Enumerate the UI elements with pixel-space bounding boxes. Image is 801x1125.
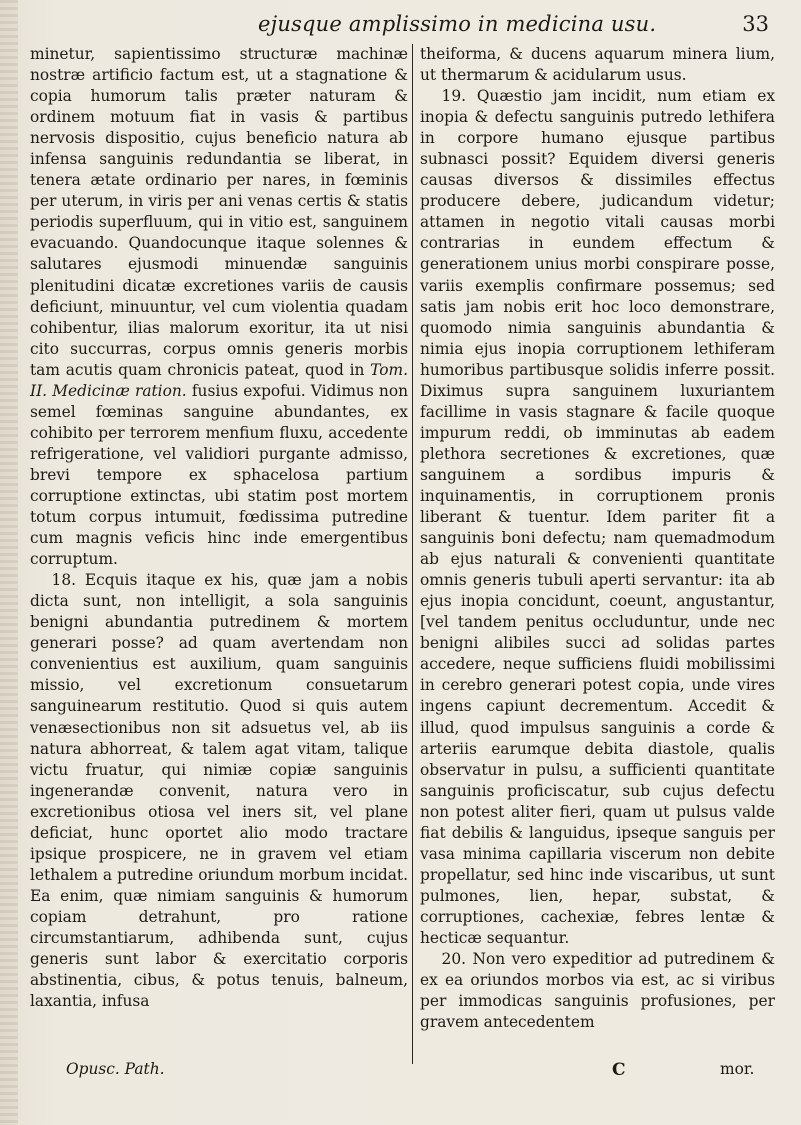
page-footer xyxy=(0,1060,801,1090)
right-column xyxy=(420,44,775,1033)
citation: Tom. II. Medicinæ ration. xyxy=(30,360,408,400)
running-title: ejusque amplissimo in medicina usu. xyxy=(258,12,657,36)
catchword: mor. xyxy=(720,1060,755,1078)
signature-line: Opusc. Path. xyxy=(66,1060,165,1078)
column-divider xyxy=(412,44,413,1064)
page-number: 33 xyxy=(742,12,769,36)
paragraph-continued xyxy=(30,44,408,570)
running-head xyxy=(0,12,801,42)
paragraph-continued: theiforma, & ducens aquarum minera lium, ut thermarum & acidularum usus. xyxy=(420,45,775,85)
left-column xyxy=(30,44,408,1012)
text-run: minetur, sapientissimo structuræ machinæ nostræ artificio factum est, ut a stagnatione & copia humorum talis præter naturam & ordinem motuum fiat in vasis & partibus nervosis dispositio, cujus beneficio natura ab infensa sanguinis redundantia se liberat, in tenera ætate ordinario per nares, in fœminis per uterum, in viris per ani venas certis & statis periodis superfluum, qui in vitio est, sanguinem evacuando. Quandocunque itaque solennes & salutares ejusmodi minuendæ sanguinis plenitudini dicatæ excretiones variis de causis deficiunt, minuuntur, vel cum violentia quadam cohibentur, ilias malorum exoritur, ita ut nisi cito succurras, corpus omnis generis morbis tam acutis quam chronicis pateat, quod in xyxy=(30,45,408,379)
text-run: fusius expofui. Vidimus non semel fœminas sanguine abundantes, ex cohibito per terrorem menfium fluxu, accedente refrigeratione, vel validiori purgante admisso, brevi tempore ex sphacelosa partium corruptione extinctas, ubi statim post mortem totum corpus intumuit, fœdissima putredine cum magnis veficis hinc inde emergentibus corruptum. xyxy=(30,381,408,569)
paragraph-19: 19. Quæstio jam incidit, num etiam ex inopia & defectu sanguinis putredo lethifera in corpore humano ejusque partibus subnasci possit? Equidem diversi generis causas diversos & dissimiles effectus producere debere, judicandum videtur; attamen in negotio vitali causas morbi contrarias in eundem effectum & generationem unius morbi conspirare posse, variis exemplis confirmare possemus; sed satis jam nobis erit hoc loco demonstrare, quomodo nimia sanguinis abundantia & nimia ejus inopia corruptionem lethiferam humoribus partibusque solidis inferre possit. Diximus supra sanguinem luxuriantem facillime in vasis stagnare & facile quoque impurum reddi, ob imminutas ab eadem plethora secretiones & excretiones, quæ sanguinem a sordibus impuris & inquinamentis, in corruptionem pronis liberant & tuentur. Idem pariter fit a sanguinis boni defectu; nam quemadmodum ab ejus naturali & convenienti quantitate omnis generis tubuli aperti servantur: ita ab ejus inopia concidunt, coeunt, angustantur, [vel tandem penitus occluduntur, unde nec benigni alibiles succi ad solidas partes accedere, neque sufficiens fluidi mobilissimi in cerebro generari potest copia, unde vires ingens capiunt decrementum. Accedit & illud, quod impulsus sanguinis a corde & arteriis earumque debita diastole, qualis observatur in pulsu, a sufficienti quantitate sanguinis proficiscatur, sub cujus defectu non potest aliter fieri, quam ut pulsus valde fiat debilis & languidus, ipseque sanguis per vasa minima capillaria viscerum non debite propellatur, sed hinc inde viscaribus, ut sunt pulmones, lien, hepar, substat, & corruptiones, cachexiæ, febres lentæ & hecticæ sequantur. xyxy=(420,87,775,947)
sheet-mark: C xyxy=(612,1060,626,1080)
binding-gutter xyxy=(0,0,18,1125)
paragraph-20: 20. Non vero expeditior ad putredinem & ex ea oriundos morbos via est, ac si viribus per immodicas sanguinis profusiones, per gravem antecedentem xyxy=(420,950,775,1032)
paragraph-18: 18. Ecquis itaque ex his, quæ jam a nobis dicta sunt, non intelligit, a sola sanguinis benigni abundantia putredinem & mortem generari posse? ad quam avertendam non convenientius est auxilium, quam sanguinis missio, vel excretionum consuetarum sanguinearum restitutio. Quod si quis autem venæsectionibus non sit adsuetus vel, ab iis natura abhorreat, & talem agat vitam, talique victu fruatur, qui nimiæ copiæ sanguinis ingenerandæ convenit, natura vero in excretionibus otiosa vel iners sit, vel plane deficiat, hunc oportet alio modo tractare ipsique prospicere, ne in gravem vel etiam lethalem a putredine oriundum morbum incidat. Ea enim, quæ nimiam sanguinis & humorum copiam detrahunt, pro ratione circumstantiarum, adhibenda sunt, cujus generis sunt labor & exercitatio corporis abstinentia, cibus, & potus tenuis, balneum, laxantia, infusa xyxy=(30,571,408,1011)
